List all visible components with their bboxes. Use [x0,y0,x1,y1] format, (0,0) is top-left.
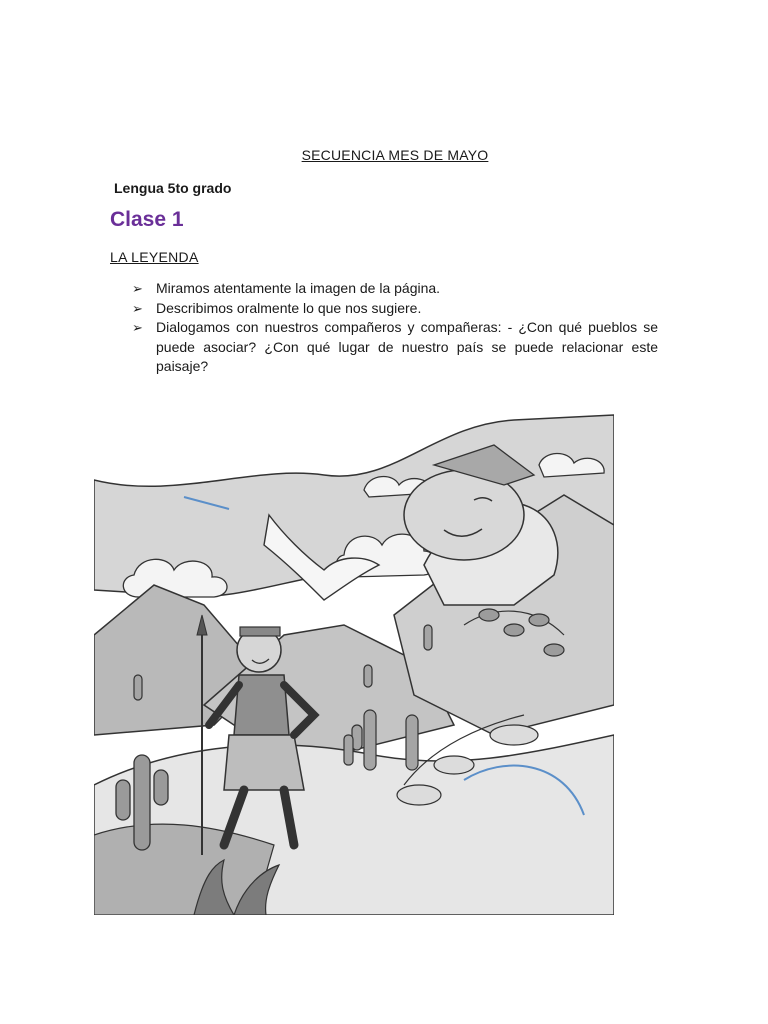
legend-illustration [94,405,614,915]
activity-text: Miramos atentamente la imagen de la página. [156,280,441,296]
arrow-bullet-icon: ➢ [132,320,143,335]
activity-item [132,279,658,299]
section-title: LA LEYENDA [110,249,199,265]
warrior-skirt [224,735,304,790]
subject-line: Lengua 5to grado [114,180,232,196]
activity-item [132,299,658,319]
page-heading: SECUENCIA MES DE MAYO [301,147,489,163]
arrow-bullet-icon: ➢ [132,281,143,296]
class-title: Clase 1 [110,208,184,231]
warrior-headband [240,627,280,636]
activity-item [132,318,658,377]
arrow-bullet-icon: ➢ [132,300,143,316]
activity-text: Describimos oralmente lo que nos sugiere. [156,299,422,316]
activity-list [132,279,658,377]
activity-text: Dialogamos con nuestros compañeros y compañeras: - ¿Con qué pueblos se puede asociar? ¿Con qué lugar de nuestro país se puede relacionar este paisaje? [156,319,658,374]
